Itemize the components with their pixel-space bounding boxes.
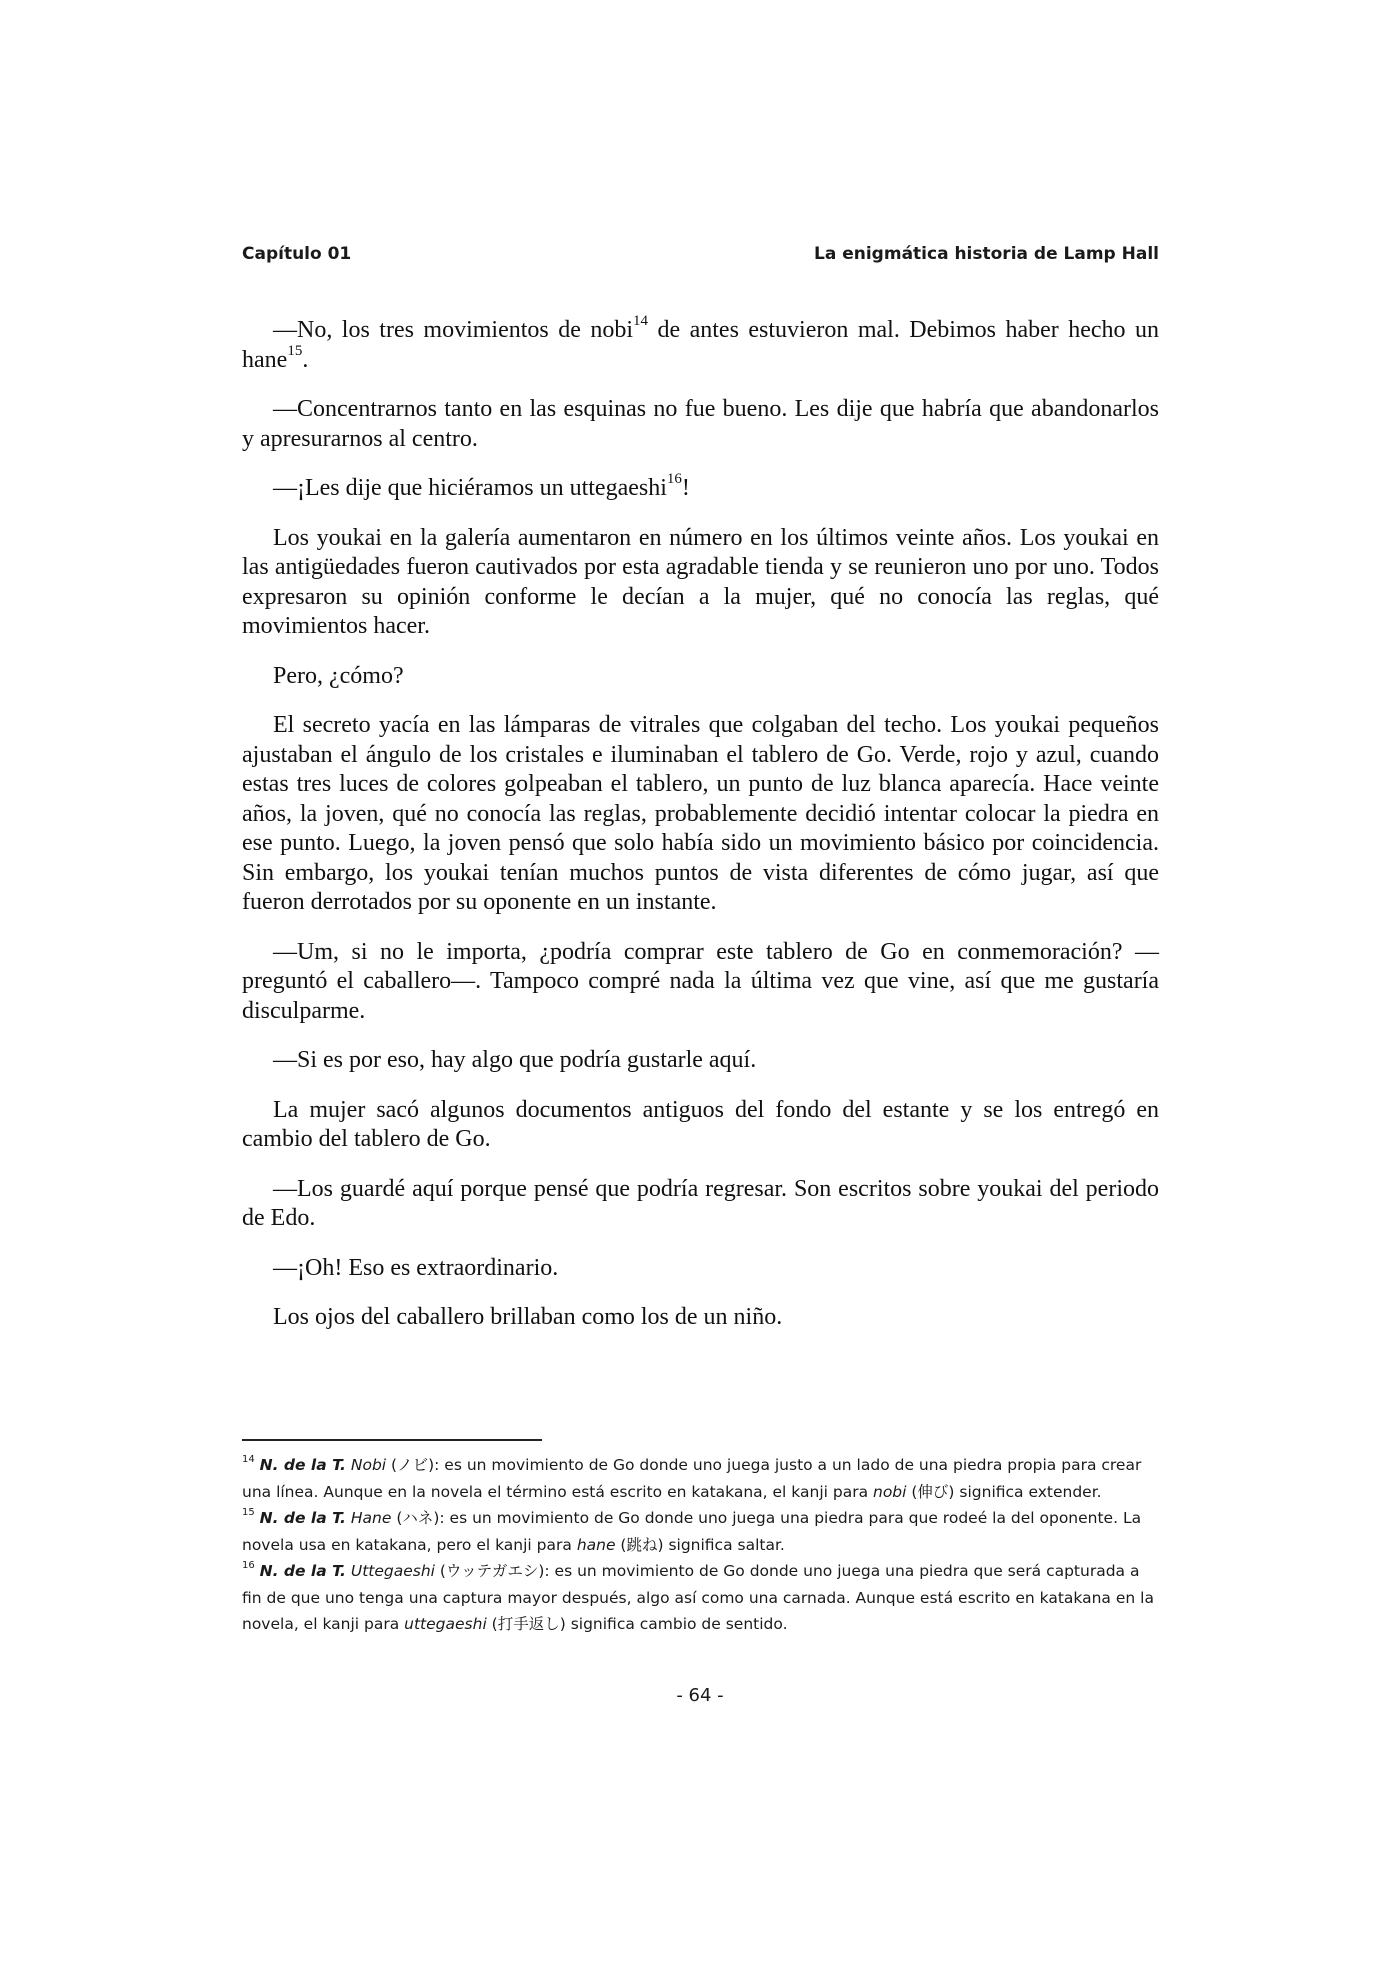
footnote-term: hane bbox=[576, 1535, 616, 1554]
footnote-text: (跳ね) significa saltar. bbox=[615, 1535, 785, 1554]
footnote-number: 15 bbox=[242, 1506, 255, 1518]
paragraph: —¡Oh! Eso es extraordinario. bbox=[273, 1254, 559, 1281]
chapter-label: Capítulo 01 bbox=[242, 244, 352, 264]
footnote-term: Nobi bbox=[350, 1456, 387, 1474]
book-title: La enigmática historia de Lamp Hall bbox=[814, 244, 1159, 264]
footnote-16 bbox=[242, 1558, 1159, 1638]
footnote-tag: N. de la T. bbox=[259, 1456, 346, 1474]
text-run: de antes estuvieron mal. Debimos haber hecho un hane bbox=[242, 317, 1159, 373]
running-header bbox=[242, 244, 1159, 264]
text-run: —No, los tres movimientos de nobi bbox=[273, 317, 634, 343]
paragraph: —Si es por eso, hay algo que podría gustarle aquí. bbox=[273, 1047, 757, 1073]
footnote-text: (伸び) significa extender. bbox=[906, 1482, 1102, 1501]
footnote-ref[interactable]: 15 bbox=[287, 342, 303, 359]
footnote-15 bbox=[242, 1505, 1159, 1558]
paragraph: La mujer sacó algunos documentos antiguos del fondo del estante y se los entregó en cambio del tablero de Go. bbox=[242, 1096, 1159, 1152]
footnote-tag: N. de la T. bbox=[259, 1509, 346, 1527]
paragraph: —Concentrarnos tanto en las esquinas no fue bueno. Les dije que habría que abandonarlos y apresurarnos al centro. bbox=[242, 396, 1159, 452]
paragraph: —Um, si no le importa, ¿podría comprar este tablero de Go en conmemoración? —preguntó el caballero—. Tampoco compré nada la última vez que vine, así que me gustaría disculparme. bbox=[242, 938, 1159, 1024]
paragraph bbox=[242, 313, 1159, 375]
footnote-14 bbox=[242, 1452, 1159, 1505]
page-number: - 64 - bbox=[676, 1685, 724, 1706]
footnote-text: (ウッテガエシ): es un movimiento de Go donde uno juega una piedra que será capturada a fin de que uno tenga una captura mayor después, algo así como una carnada. Aunque está escrito en katakana en la novela, el kanji para bbox=[242, 1562, 1154, 1633]
footnote-text: (ノビ): es un movimiento de Go donde uno juega justo a un lado de una piedra propia para crear una línea. Aunque en la novela el término está escrito en katakana, el kanji para bbox=[242, 1456, 1142, 1501]
footnote-text: (ハネ): es un movimiento de Go donde uno juega una piedra para que rodeé la del oponente. La novela usa en katakana, pero el kanji para bbox=[242, 1509, 1142, 1554]
footnote-term: Uttegaeshi bbox=[350, 1562, 435, 1580]
text-run: —¡Les dije que hiciéramos un uttegaeshi bbox=[273, 475, 667, 501]
paragraph: Los youkai en la galería aumentaron en número en los últimos veinte años. Los youkai en las antigüedades fueron cautivados por esta agradable tienda y se reunieron uno por uno. Todos expresaron su opinión conforme le decían a la mujer, qué no conocía las reglas, qué movimientos hacer. bbox=[242, 524, 1159, 639]
text-run: . bbox=[302, 346, 309, 373]
paragraph: Pero, ¿cómo? bbox=[273, 662, 404, 689]
footnote-term: Hane bbox=[350, 1509, 392, 1527]
text-run: ! bbox=[681, 475, 690, 501]
footnote-term: uttegaeshi bbox=[404, 1615, 487, 1633]
footnote-ref[interactable]: 14 bbox=[633, 313, 649, 329]
body-text bbox=[242, 313, 1159, 1353]
paragraph: El secreto yacía en las lámparas de vitrales que colgaban del techo. Los youkai pequeños ajustaban el ángulo de los cristales e iluminaban el tablero de Go. Verde, rojo y azul, cuando estas tres luces de colores golpeaban el tablero, un punto de luz blanca aparecía. Hace veinte años, la joven, qué no conocía las reglas, probablemente decidió intentar colocar la piedra en ese punto. Luego, la joven pensó que solo había sido un movimiento básico por coincidencia. Sin embargo, los youkai tenían muchos puntos de vista diferentes de cómo jugar, así que fueron derrotados por su oponente en un instante. bbox=[242, 712, 1159, 915]
paragraph bbox=[242, 471, 1159, 504]
footnotes bbox=[242, 1452, 1159, 1638]
paragraph: —Los guardé aquí porque pensé que podría regresar. Son escritos sobre youkai del periodo de Edo. bbox=[242, 1175, 1159, 1231]
footnote-number: 16 bbox=[242, 1559, 255, 1571]
footnote-term: nobi bbox=[873, 1482, 907, 1501]
footnote-text: (打手返し) significa cambio de sentido. bbox=[486, 1615, 788, 1633]
paragraph: Los ojos del caballero brillaban como los de un niño. bbox=[273, 1304, 783, 1330]
footnote-ref[interactable]: 16 bbox=[666, 471, 682, 487]
footnote-number: 14 bbox=[242, 1453, 255, 1465]
footnote-divider bbox=[242, 1439, 542, 1441]
footnote-tag: N. de la T. bbox=[259, 1562, 346, 1580]
